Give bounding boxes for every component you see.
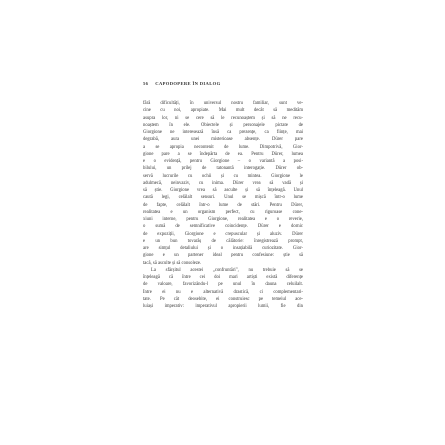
text-line: o sumă de semnificative coincidențe. Dürer e dornic: [143, 224, 303, 230]
text-line: tate. Pe cât deosebite, ei construiesc pe temeiul ace-: [143, 296, 303, 302]
text-line: să știe. Giorgione vrea să asculte și să înțeleagă. Unul: [143, 188, 303, 193]
text-line: La sfârșitul acestei „confruntări", nu trebuie să se: [151, 267, 303, 273]
text-line: cine cu noi, apropiate. Mai mult decât să medităm: [143, 108, 303, 114]
text-line: degrabă, aura unei misterioase absențe. Dürer pare: [143, 137, 303, 143]
text-line: gione e un partener ideal pentru confesiune: știe să: [143, 253, 303, 259]
text-line: de fapte, celălalt într-o lume de stări. Pentru Dürer,: [143, 202, 303, 208]
text-line: Giorgione ne interesează însă ca prezențe, ca ființe, mai: [143, 130, 303, 135]
text-line: noaștem în ele. Obiectele și personajele pictate de: [143, 122, 303, 128]
text-line: de expoziții, Giorgione e crepuscular și aluziv. Dürer: [143, 231, 303, 237]
text-line: caută legi, celălalt sensuri. Unul se mișcă într-o lume: [143, 195, 303, 201]
text-line: xiuni interne, pentru Giorgione, realitatea e o reverie,: [143, 217, 303, 222]
running-title: CAPODOPERE ÎN DIALOG: [155, 81, 221, 86]
text-line: tacă, să asculte și să consoleze.: [143, 260, 202, 266]
text-line: are simțul detaliului și o insațiabilă curiozitate. Gior-: [143, 246, 303, 251]
text-line: servă lucrurile cu ochii și cu mintea. Giorgione le: [143, 173, 303, 179]
text-line: înțeleagă că între cei doi mari artiști există diferențe: [143, 275, 303, 280]
running-head: [143, 79, 303, 89]
text-line: asupra lor, ni se cere să le recunoaștem și să ne recu-: [143, 115, 303, 121]
text-line: gione pare a se îndepărta de ea. Pentru Dürer, lumea: [143, 151, 303, 157]
text-line: a se apropia necontenit de lume. Dimpotrivă, Gior-: [143, 144, 303, 150]
text-line: Între ei nu e alternativă drastică, ci complementari-: [143, 289, 303, 295]
text-line: adulmecă, neinvaziv, cu inima. Dürer vrea să vadă și: [143, 180, 303, 186]
text-line: luiași imperativ: imperativul apropierii lumii, fie din: [143, 304, 303, 309]
text-line: de valoare, favorizându-l pe unul în dauna celuilalt.: [143, 282, 303, 288]
text-line: fără dificultăți, în universul nostru familiar, sunt ve-: [143, 101, 303, 106]
body-text: [143, 100, 303, 370]
text-line: e un bun tovarăș de călătorie: înregistrează prompt,: [143, 238, 303, 244]
page-number: 56: [143, 81, 149, 86]
text-line: e o evidență, pentru Giorgione – o variantă a posi-: [143, 159, 303, 164]
text-line: realitatea e un organism perfect, cu riguroase cone-: [143, 209, 303, 215]
text-line: bilului, un prilej de tatonantă interogație. Dürer ob-: [143, 166, 303, 172]
